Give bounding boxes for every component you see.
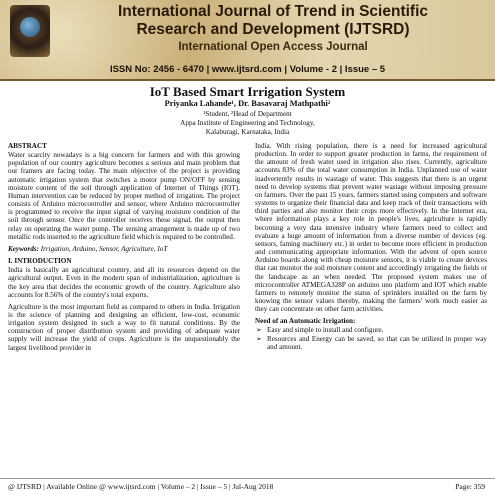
paper-authors: Priyanka Lahande¹, Dr. Basavaraj Mathpathi² <box>164 99 331 108</box>
keywords-label: Keywords: <box>8 244 39 253</box>
arrow-bullet-icon: ➢ <box>256 334 262 343</box>
bullet-text: Easy and simple to install and configure. <box>267 326 384 335</box>
list-item <box>255 335 487 351</box>
arrow-bullet-icon: ➢ <box>256 326 262 335</box>
journal-title-line1: International Journal of Trend in Scientific <box>117 3 429 20</box>
keywords <box>8 245 240 253</box>
header-divider <box>0 79 495 81</box>
page-number: Page: 359 <box>455 482 485 491</box>
author-roles: ¹Student, ²Head of Department <box>203 110 292 118</box>
right-column <box>255 142 487 351</box>
intro-paragraph-2: Agriculture is the most important field as compared to others in India. Irrigation is the science of planning and designing an efficient, low-cost, economic irrigation system designed in such a way to fit natural conditions. By the construction of proper distribution system and providing of adequate water supply will increase the yield of crops. Agriculture is the unquestionably the largest livelihood provider in <box>8 302 240 352</box>
issn-line: ISSN No: 2456 - 6470 | www.ijtsrd.com | Volume - 2 | Issue – 5 <box>109 64 386 75</box>
author-institution: Appa Institute of Engineering and Technology, <box>180 119 315 127</box>
intro-paragraph-1: India is basically an agricultural country, and all its resources depend on the agricultural output. Even in the modern span of industrialization, agriculture is the key area that decides the economic growth of the country. Agriculture also accounts for 8.56% of the country's total exports. <box>8 266 240 299</box>
abstract-text: Water scarcity nowadays is a big concern for farmers and with this growing population of our country agriculture becomes a serious and main problem that our framers are facing today. The main objective of the project is providing automatic irrigation system that switches a motor pump ON/OFF by sensing moisture content of the soil through application of Internet of Things (IOT). Human intervention can be reduced by proper method of irrigation. The project consists of Arduino microcontroller and sensor, where Arduino microcontroller is programmed to receive the input signal of varying moisture condition of the soil through sensor. Once the controller receives these signal, the output then relay on operating the water pump. The sensing arrangement is made up of two metallic rods inserted to the agriculture field which is required to be controlled. <box>8 151 240 241</box>
abstract-heading: ABSTRACT <box>8 142 47 150</box>
keywords-text: Irrigation, Arduino, Sensor, Agriculture, IoT <box>40 244 168 253</box>
paper-title: IoT Based Smart Irrigation System <box>149 84 346 99</box>
footer-citation: @ IJTSRD | Available Online @ www.ijtsrd.com | Volume – 2 | Issue – 5 | Jul-Aug 2018 <box>8 482 274 491</box>
page-footer <box>0 478 495 495</box>
need-heading: Need of an Automatic Irrigation: <box>255 317 356 326</box>
author-location: Kalaburagi, Karnataka, India <box>205 128 290 136</box>
journal-header <box>0 0 495 80</box>
left-column <box>8 142 240 356</box>
right-paragraph-1: India. With rising population, there is a need for increased agricultural production. In order to support greater production in farms, the requirement of the amount of fresh water used in irrigation also rises. Currently, agriculture accounts 83% of the total water consumption in India. Unplanned use of water inadvertently results in wastage of water. This suggests that there is an urgent need to develop systems that prevent water wastage without imposing pressure on farmers. Over the past 15 years, farmers started using computers and software systems to organize their financial data and keep track of their transactions with third parties and also monitor their crops more effectively. In the Internet era, where information plays a key role in people's lives, agriculture is rapidly becoming a very data intensive industry where farmers need to collect and evaluate a huge amount of information from a diverse number of devices (eg. sensors, faming machinery etc.) in order to become more efficient in production and communicating appropriate information. With the advent of open source Arduino boards along with cheap moisture sensors, it is viable to create devices that can monitor the soil moisture content and accordingly irrigating the fields or the landscape as an when needed. The proposed system makes use of microcontroller ATMEGA328P on arduino uno platform and IOT which enable farmers to remotely monitor the status of sprinklers installed on the farm by knowing the sensor values thereby, making the farmers' work much easier as they can concentrate on other farm activities. <box>255 142 487 314</box>
globe-icon <box>20 17 40 37</box>
intro-heading: I. INTRODUCTION <box>8 257 72 266</box>
journal-logo <box>10 5 50 57</box>
bullet-text: Resources and Energy can be saved, so that can be utilized in proper way and amount. <box>267 334 487 351</box>
journal-subtitle: International Open Access Journal <box>178 41 368 53</box>
journal-title-line2: Research and Development (IJTSRD) <box>136 21 410 38</box>
need-bullet-list <box>255 326 487 350</box>
list-item <box>255 326 487 334</box>
